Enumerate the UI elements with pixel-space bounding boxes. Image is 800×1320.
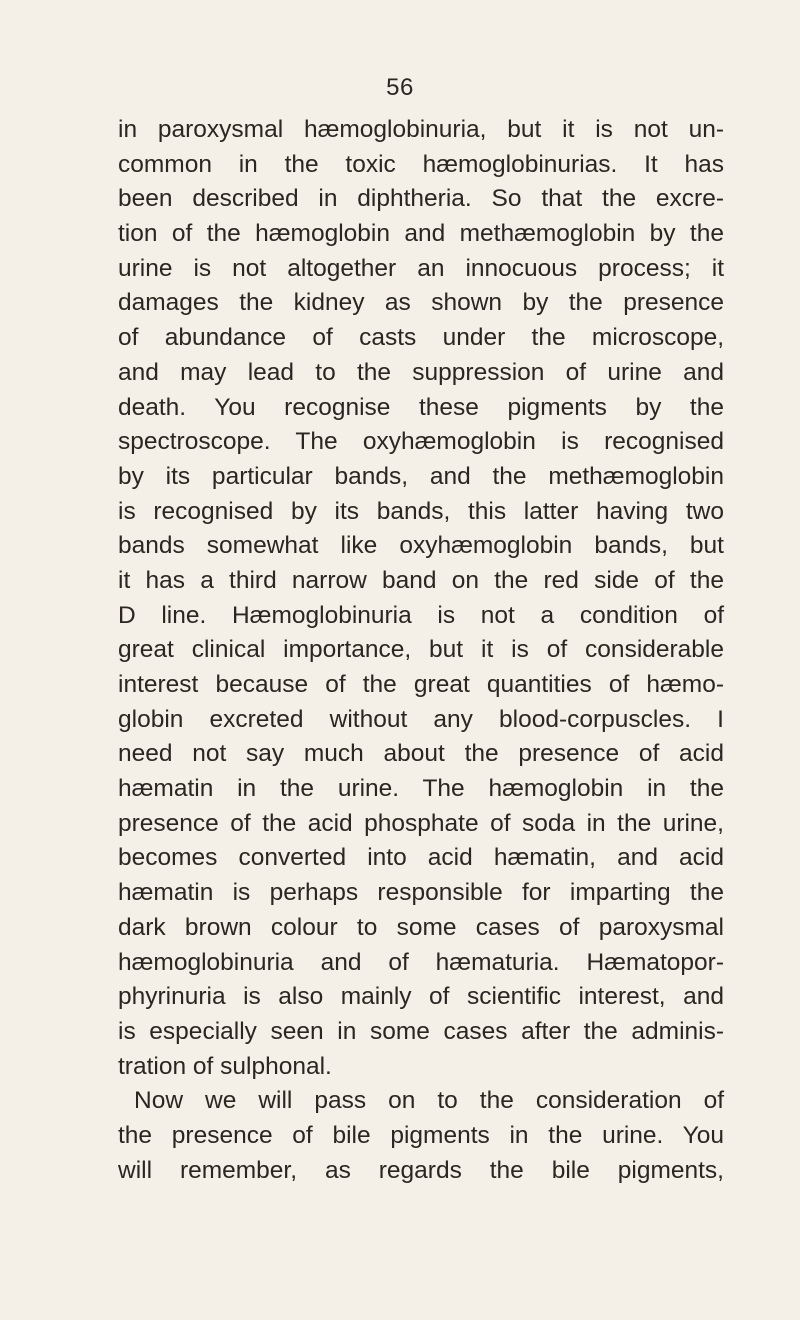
text-line: death. You recognise these pigments by the xyxy=(118,393,724,421)
text-line: will remember, as regards the bile pigments, xyxy=(118,1156,724,1184)
text-line: hæmatin is perhaps responsible for imparting the xyxy=(118,879,724,907)
text-line: been described in diphtheria. So that the excre- xyxy=(118,185,724,213)
text-line: damages the kidney as shown by the presence xyxy=(118,289,724,317)
text-line: dark brown colour to some cases of paroxysmal xyxy=(118,913,724,941)
text-line: need not say much about the presence of acid xyxy=(118,740,724,768)
text-line: hæmatin in the urine. The hæmoglobin in the xyxy=(118,775,724,803)
paragraph-start-line: Now we will pass on to the consideration of xyxy=(134,1087,724,1115)
text-line: spectroscope. The oxyhæmoglobin is recognised xyxy=(118,428,724,456)
text-line: of abundance of casts under the microscope, xyxy=(118,324,724,352)
text-line: bands somewhat like oxyhæmoglobin bands, but xyxy=(118,532,724,560)
paragraph-end-line: tration of sulphonal. xyxy=(118,1052,332,1080)
text-line: it has a third narrow band on the red side of the xyxy=(118,566,724,594)
text-line: becomes converted into acid hæmatin, and acid xyxy=(118,844,724,872)
text-line: the presence of bile pigments in the urine. You xyxy=(118,1121,724,1149)
text-line: interest because of the great quantities of hæmo- xyxy=(118,671,724,698)
page-number: 56 xyxy=(386,74,414,101)
text-line: is especially seen in some cases after the adminis- xyxy=(118,1017,724,1045)
text-line: hæmoglobinuria and of hæmaturia. Hæmatopor- xyxy=(118,948,724,976)
text-line: by its particular bands, and the methæmoglobin xyxy=(118,462,724,490)
text-line: phyrinuria is also mainly of scientific interest, and xyxy=(118,983,724,1011)
text-line: D line. Hæmoglobinuria is not a condition of xyxy=(118,601,724,629)
text-line: is recognised by its bands, this latter having two xyxy=(118,497,724,525)
text-line: globin excreted without any blood-corpuscles. I xyxy=(118,705,724,733)
text-line: urine is not altogether an innocuous process; it xyxy=(118,254,724,282)
body-text xyxy=(118,113,724,1188)
text-line: great clinical importance, but it is of considerable xyxy=(118,636,724,664)
text-line: presence of the acid phosphate of soda in the urine, xyxy=(118,809,724,837)
text-line: and may lead to the suppression of urine and xyxy=(118,358,724,386)
text-line: tion of the hæmoglobin and methæmoglobin by the xyxy=(118,220,724,248)
text-line: in paroxysmal hæmoglobinuria, but it is not un- xyxy=(118,116,724,143)
text-line: common in the toxic hæmoglobinurias. It has xyxy=(118,150,724,178)
